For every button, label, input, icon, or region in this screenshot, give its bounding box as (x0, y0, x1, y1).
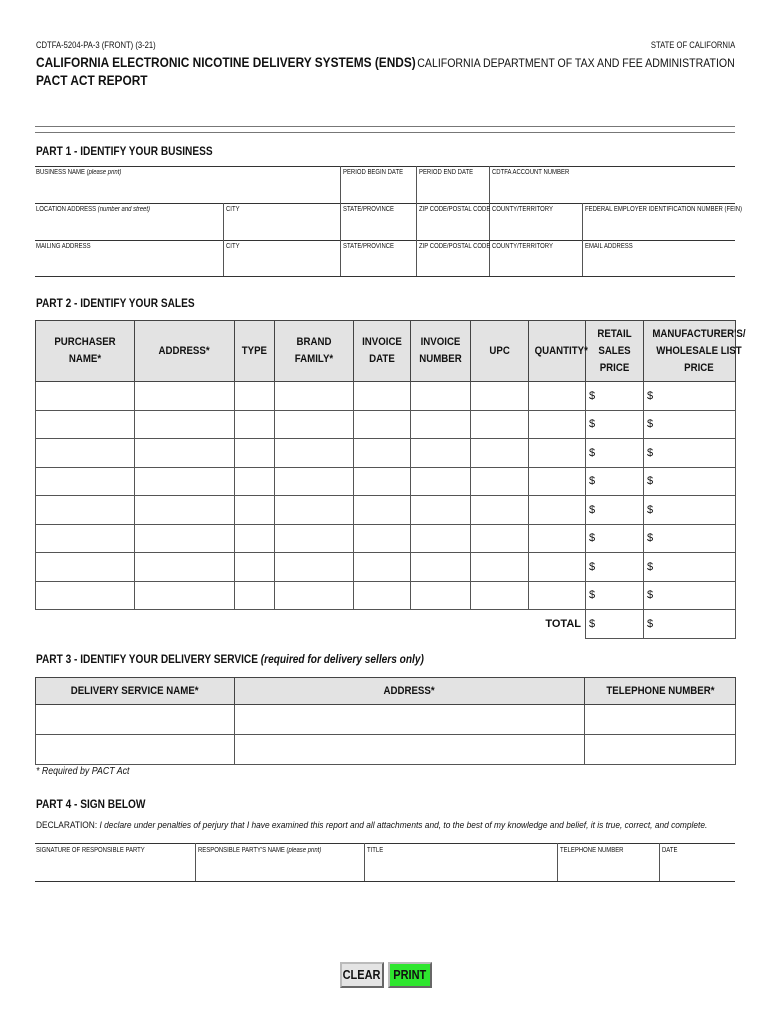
location-zip-field[interactable]: ZIP CODE/POSTAL CODE (419, 206, 491, 213)
purchaser-name-input[interactable] (36, 496, 135, 525)
delivery-address-input[interactable] (235, 705, 585, 735)
table-row (36, 439, 736, 468)
part1-title: PART 1 - IDENTIFY YOUR BUSINESS (36, 146, 213, 158)
fein-field[interactable]: FEDERAL EMPLOYER IDENTIFICATION NUMBER (FEIN) (585, 206, 743, 213)
invoice-number-input[interactable] (411, 467, 471, 496)
table-row (36, 382, 736, 411)
mailing-zip-field[interactable]: ZIP CODE/POSTAL CODE (419, 243, 491, 250)
invoice-date-input[interactable] (354, 524, 411, 553)
address-input[interactable] (135, 553, 235, 582)
part2-title: PART 2 - IDENTIFY YOUR SALES (36, 298, 195, 310)
retail-price-input[interactable]: $ (586, 467, 644, 496)
brand-family-input[interactable] (275, 581, 354, 610)
purchaser-name-input[interactable] (36, 439, 135, 468)
total-wholesale-input[interactable]: $ (644, 610, 736, 639)
form-id: CDTFA-5204-PA-3 (FRONT) (3-21) (36, 40, 156, 50)
invoice-number-input[interactable] (411, 410, 471, 439)
mailing-city-field[interactable]: CITY (226, 243, 240, 250)
delivery-name-input[interactable] (36, 735, 235, 765)
print-button[interactable]: PRINT (388, 962, 432, 988)
quantity-input[interactable] (529, 496, 586, 525)
business-name-field[interactable]: BUSINESS NAME (please print) (36, 169, 122, 176)
invoice-date-input[interactable] (354, 410, 411, 439)
type-input[interactable] (235, 581, 275, 610)
type-input[interactable] (235, 496, 275, 525)
retail-price-input[interactable]: $ (586, 382, 644, 411)
col-type: TYPE (235, 321, 275, 382)
purchaser-name-input[interactable] (36, 581, 135, 610)
invoice-date-input[interactable] (354, 581, 411, 610)
purchaser-name-input[interactable] (36, 410, 135, 439)
total-label: TOTAL (545, 618, 581, 630)
quantity-input[interactable] (529, 524, 586, 553)
retail-price-input[interactable]: $ (586, 439, 644, 468)
total-row (36, 610, 736, 639)
form-title: CALIFORNIA ELECTRONIC NICOTINE DELIVERY SYSTEMS (ENDS) (36, 55, 416, 70)
col-delivery-service-name: DELIVERY SERVICE NAME* (36, 678, 235, 705)
email-field[interactable]: EMAIL ADDRESS (585, 243, 633, 250)
invoice-number-input[interactable] (411, 581, 471, 610)
part4-title: PART 4 - SIGN BELOW (36, 799, 146, 811)
invoice-date-input[interactable] (354, 382, 411, 411)
address-input[interactable] (135, 524, 235, 553)
address-input[interactable] (135, 410, 235, 439)
invoice-date-input[interactable] (354, 553, 411, 582)
delivery-service-table (35, 677, 736, 765)
wholesale-price-input[interactable]: $ (644, 553, 736, 582)
clear-button[interactable]: CLEAR (340, 962, 384, 988)
table-row (36, 496, 736, 525)
invoice-date-input[interactable] (354, 439, 411, 468)
wholesale-price-input[interactable]: $ (644, 467, 736, 496)
upc-input[interactable] (471, 410, 529, 439)
type-input[interactable] (235, 553, 275, 582)
telephone-field[interactable]: TELEPHONE NUMBER (560, 847, 624, 854)
wholesale-price-input[interactable]: $ (644, 439, 736, 468)
retail-price-input[interactable]: $ (586, 553, 644, 582)
wholesale-price-input[interactable]: $ (644, 524, 736, 553)
upc-input[interactable] (471, 581, 529, 610)
invoice-number-input[interactable] (411, 439, 471, 468)
mailing-state-field[interactable]: STATE/PROVINCE (343, 243, 395, 250)
declaration: DECLARATION: I declare under penalties of perjury that I have examined this report and all attachments and, to the best of my knowledge and belief, it is true, correct, and complete. (36, 820, 708, 831)
purchaser-name-input[interactable] (36, 382, 135, 411)
form-subtitle: PACT ACT REPORT (36, 73, 148, 88)
sales-table (35, 320, 746, 639)
col-retail-price: RETAIL SALES PRICE (586, 321, 644, 382)
date-field[interactable]: DATE (662, 847, 678, 854)
col-upc: UPC (471, 321, 529, 382)
brand-family-input[interactable] (275, 524, 354, 553)
brand-family-input[interactable] (275, 410, 354, 439)
period-end-field[interactable]: PERIOD END DATE (419, 169, 474, 176)
brand-family-input[interactable] (275, 467, 354, 496)
quantity-input[interactable] (529, 439, 586, 468)
col-delivery-address: ADDRESS* (235, 678, 585, 705)
delivery-address-input[interactable] (235, 735, 585, 765)
brand-family-input[interactable] (275, 553, 354, 582)
upc-input[interactable] (471, 496, 529, 525)
address-input[interactable] (135, 496, 235, 525)
responsible-party-name-field[interactable]: RESPONSIBLE PARTY'S NAME (please print) (198, 847, 322, 854)
col-quantity: QUANTITY* (529, 321, 586, 382)
mailing-county-field[interactable]: COUNTY/TERRITORY (492, 243, 553, 250)
brand-family-input[interactable] (275, 496, 354, 525)
quantity-input[interactable] (529, 581, 586, 610)
header-divider (35, 126, 735, 133)
quantity-input[interactable] (529, 382, 586, 411)
address-input[interactable] (135, 581, 235, 610)
delivery-name-input[interactable] (36, 705, 235, 735)
col-delivery-telephone: TELEPHONE NUMBER* (585, 678, 736, 705)
col-wholesale-price: MANUFACTURER'S/ WHOLESALE LIST PRICE (644, 321, 736, 382)
sales-header-row (36, 321, 736, 382)
type-input[interactable] (235, 410, 275, 439)
type-input[interactable] (235, 382, 275, 411)
quantity-input[interactable] (529, 410, 586, 439)
brand-family-input[interactable] (275, 382, 354, 411)
location-state-field[interactable]: STATE/PROVINCE (343, 206, 395, 213)
invoice-number-input[interactable] (411, 524, 471, 553)
purchaser-name-input[interactable] (36, 553, 135, 582)
table-row (36, 705, 736, 735)
location-city-field[interactable]: CITY (226, 206, 240, 213)
upc-input[interactable] (471, 524, 529, 553)
table-row (36, 410, 736, 439)
upc-input[interactable] (471, 467, 529, 496)
brand-family-input[interactable] (275, 439, 354, 468)
signature-field[interactable]: SIGNATURE OF RESPONSIBLE PARTY (36, 847, 145, 854)
total-retail-input[interactable]: $ (586, 610, 644, 639)
col-invoice-number: INVOICE NUMBER (411, 321, 471, 382)
invoice-date-input[interactable] (354, 496, 411, 525)
type-input[interactable] (235, 467, 275, 496)
table-row (36, 735, 736, 765)
table-row (36, 524, 736, 553)
delivery-telephone-input[interactable] (585, 705, 736, 735)
type-input[interactable] (235, 439, 275, 468)
table-row (36, 581, 736, 610)
wholesale-price-input[interactable]: $ (644, 410, 736, 439)
delivery-telephone-input[interactable] (585, 735, 736, 765)
wholesale-price-input[interactable]: $ (644, 581, 736, 610)
wholesale-price-input[interactable]: $ (644, 382, 736, 411)
col-invoice-date: INVOICE DATE (354, 321, 411, 382)
retail-price-input[interactable]: $ (586, 581, 644, 610)
period-begin-field[interactable]: PERIOD BEGIN DATE (343, 169, 404, 176)
address-input[interactable] (135, 467, 235, 496)
title-field[interactable]: TITLE (367, 847, 384, 854)
invoice-number-input[interactable] (411, 382, 471, 411)
upc-input[interactable] (471, 553, 529, 582)
retail-price-input[interactable]: $ (586, 524, 644, 553)
address-input[interactable] (135, 382, 235, 411)
mailing-address-field[interactable]: MAILING ADDRESS (36, 243, 91, 250)
type-input[interactable] (235, 524, 275, 553)
retail-price-input[interactable]: $ (586, 496, 644, 525)
invoice-date-input[interactable] (354, 467, 411, 496)
table-row (36, 467, 736, 496)
location-address-field[interactable]: LOCATION ADDRESS (number and street) (36, 206, 150, 213)
table-row (36, 553, 736, 582)
col-brand-family: BRAND FAMILY* (275, 321, 354, 382)
required-note: * Required by PACT Act (36, 766, 130, 777)
state-label: STATE OF CALIFORNIA (650, 40, 735, 50)
delivery-header-row (36, 678, 736, 705)
address-input[interactable] (135, 439, 235, 468)
purchaser-name-input[interactable] (36, 524, 135, 553)
quantity-input[interactable] (529, 467, 586, 496)
purchaser-name-input[interactable] (36, 467, 135, 496)
wholesale-price-input[interactable]: $ (644, 496, 736, 525)
account-number-field[interactable]: CDTFA ACCOUNT NUMBER (492, 169, 570, 176)
part3-title: PART 3 - IDENTIFY YOUR DELIVERY SERVICE (required for delivery sellers only) (36, 654, 424, 666)
quantity-input[interactable] (529, 553, 586, 582)
upc-input[interactable] (471, 439, 529, 468)
invoice-number-input[interactable] (411, 496, 471, 525)
upc-input[interactable] (471, 382, 529, 411)
invoice-number-input[interactable] (411, 553, 471, 582)
col-address: ADDRESS* (135, 321, 235, 382)
department-name: CALIFORNIA DEPARTMENT OF TAX AND FEE ADMINISTRATION (417, 56, 735, 70)
retail-price-input[interactable]: $ (586, 410, 644, 439)
col-purchaser-name: PURCHASER NAME* (36, 321, 135, 382)
location-county-field[interactable]: COUNTY/TERRITORY (492, 206, 553, 213)
